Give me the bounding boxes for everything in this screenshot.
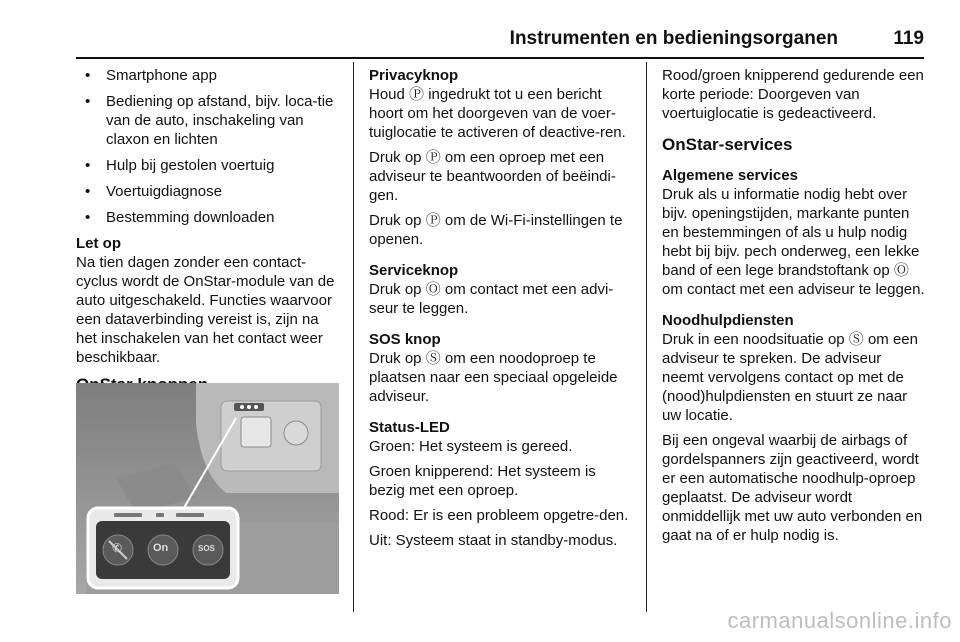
- watermark: carmanualsonline.info: [727, 608, 952, 633]
- service-heading: Serviceknop: [369, 262, 459, 279]
- sos-heading: SOS knop: [369, 331, 441, 348]
- list-item: • Bestemming downloaden: [76, 208, 342, 227]
- privacy-text-3: Druk op Ⓟ om de Wi-Fi-instellingen te openen.: [369, 212, 623, 248]
- column-divider-1: [353, 62, 354, 612]
- on-button-label: On: [153, 542, 169, 554]
- service-text-1: Druk op Ⓞ om contact met een advi-seur te leggen.: [369, 281, 614, 317]
- sos-text-1: Druk op Ⓢ om een noodoproep te plaatsen naar een speciaal opgeleide adviseur.: [369, 350, 618, 405]
- column-1: [76, 64, 342, 406]
- general-services-text: Druk als u informatie nodig hebt over bijv. openingstijden, markante punten en bestemmingen of als u hulp nodig hebt bij bijv. pech onderweg, een lekke band of een lege brandstoftank op Ⓞ om contact met een adviseur te leggen.: [662, 186, 925, 298]
- section-heading-onstar-services: OnStar-services: [662, 135, 793, 154]
- status-led-heading: Status-LED: [369, 419, 450, 436]
- page-number: 119: [893, 28, 924, 49]
- note-text: Na tien dagen zonder een contact-cyclus wordt de OnStar-module van de auto uitgeschakeld. Functies waarvoor een dataverbinding vereist is, zijn na het inschakelen van het contact weer beschikbaar.: [76, 254, 335, 366]
- onstar-buttons-illustration: [76, 383, 339, 594]
- column-divider-2: [646, 62, 647, 612]
- list-item: • Smartphone app: [76, 66, 342, 85]
- privacy-heading: Privacyknop: [369, 67, 459, 84]
- note-heading: Let op: [76, 235, 121, 252]
- console-drawing: [76, 383, 339, 594]
- column-2: [369, 64, 635, 556]
- emergency-text-2: Bij een ongeval waarbij de airbags of gordelspanners zijn geactiveerd, wordt er een automatische noodhulp-oproep geplaatst. De adviseur wordt onmiddellijk met uw auto verbonden en gaat na of er hulp nodig is.: [662, 432, 923, 544]
- privacy-text-1: Houd Ⓟ ingedrukt tot u een bericht hoort om het doorgeven van de voer-tuiglocatie te activeren of deactive-ren.: [369, 86, 626, 141]
- list-item: • Bediening op afstand, bijv. loca-tie van de auto, inschakeling van claxon en lichten: [76, 92, 342, 149]
- privacy-text-2: Druk op Ⓟ om een oproep met een adviseur te beantwoorden of beëindi-gen.: [369, 149, 616, 204]
- sos-button-label: SOS: [198, 544, 215, 553]
- emergency-text-1: Druk in een noodsituatie op Ⓢ om een adviseur te spreken. De adviseur neemt vervolgens contact op met de (nood)hulpdiensten en stuurt ze naar uw locatie.: [662, 331, 918, 424]
- page-title: Instrumenten en bedieningsorganen: [509, 28, 838, 49]
- header-rule: [76, 57, 924, 59]
- led-text-continued: Rood/groen knipperend gedurende een korte periode: Doorgeven van voertuiglocatie is gedeactiveerd.: [662, 67, 924, 122]
- column-3: [662, 64, 926, 551]
- status-text-2: Groen knipperend: Het systeem is bezig met een oproep.: [369, 463, 596, 499]
- general-services-heading: Algemene services: [662, 167, 798, 184]
- status-text-1: Groen: Het systeem is gereed.: [369, 438, 573, 455]
- status-text-3: Rood: Er is een probleem opgetre-den.: [369, 507, 629, 524]
- list-item: • Hulp bij gestolen voertuig: [76, 156, 342, 175]
- list-item: • Voertuigdiagnose: [76, 182, 342, 201]
- status-text-4: Uit: Systeem staat in standby-modus.: [369, 532, 618, 549]
- privacy-button-icon: ✆: [112, 541, 123, 555]
- emergency-services-heading: Noodhulpdiensten: [662, 312, 794, 329]
- page-header: [0, 26, 924, 56]
- feature-list: [76, 66, 342, 227]
